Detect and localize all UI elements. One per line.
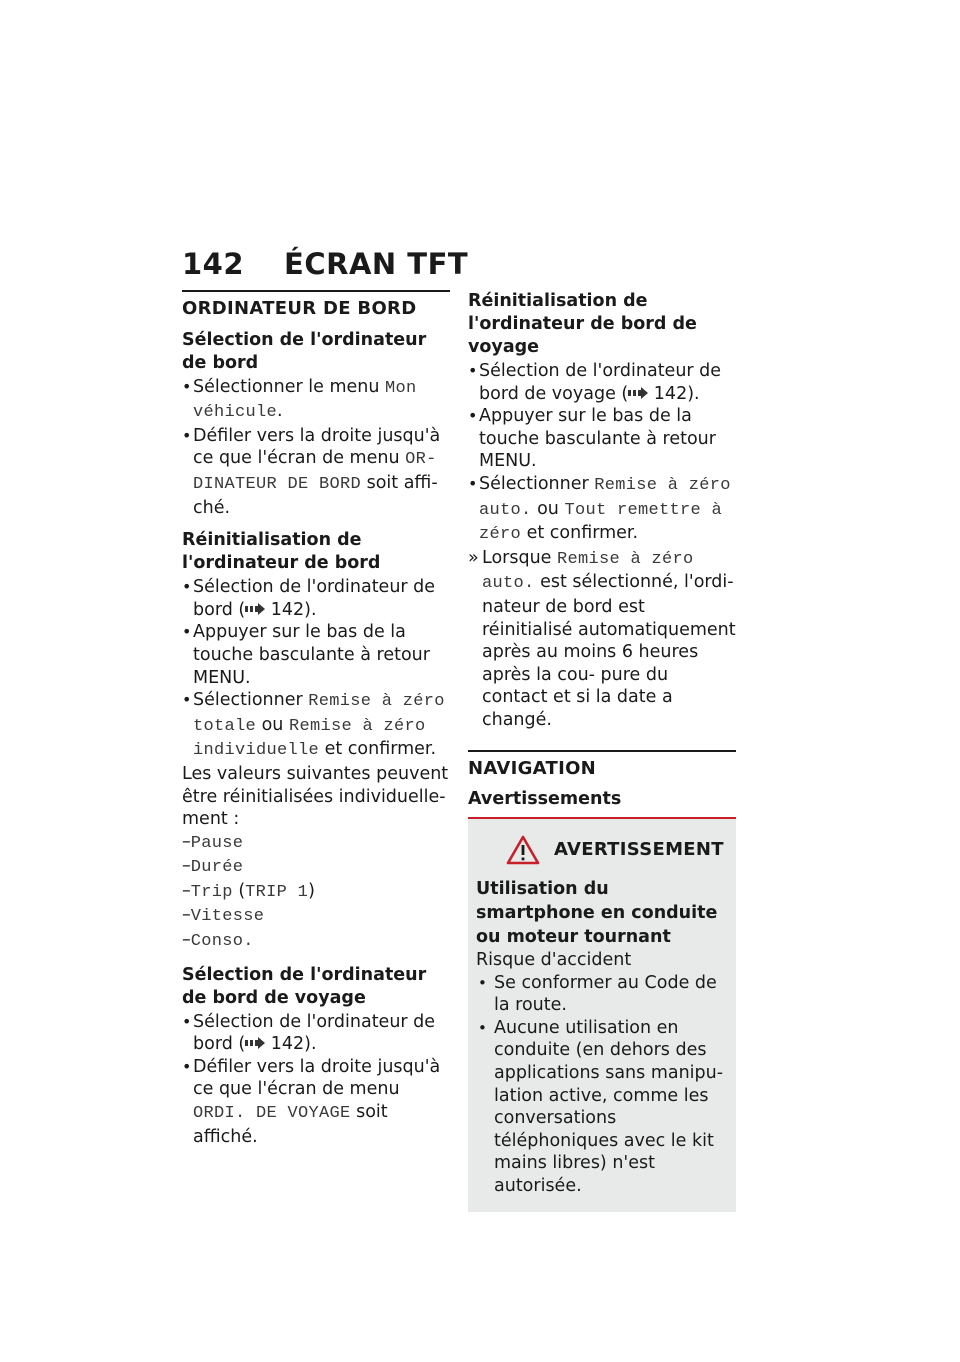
list-item: • Défiler vers la droite jusqu'à ce que l'écran de menu OR- DINATEUR DE BORD soit affi- ché. [182, 425, 450, 519]
dash-item-conso: –Conso. [182, 930, 254, 952]
dash-item-trip: –Trip (TRIP 1) [182, 880, 315, 902]
section-title-navigation: NAVIGATION [468, 750, 736, 781]
subtitle-selection-voyage: Sélection de l'ordinateur de bord de voyage [182, 964, 427, 1008]
dash-item-duree: –Durée [182, 856, 244, 878]
warning-item: • Se conformer au Code de la route. [476, 972, 728, 1017]
result-marker: » [468, 547, 479, 568]
warning-header [476, 835, 728, 865]
warning-triangle-icon [506, 835, 540, 865]
list-item: • Sélection de l'ordinateur de bord de voyage ( 142). [468, 360, 736, 405]
page-ref-arrow-icon [628, 387, 648, 399]
subtitle-reset-bord: Réinitialisation de l'ordinateur de bord [182, 530, 381, 574]
list-item: • Sélection de l'ordinateur de bord ( 142). [182, 576, 450, 621]
warning-label: AVERTISSEMENT [554, 838, 724, 860]
warning-box [468, 819, 736, 1212]
subtitle-reset-voyage: Réinitialisation de l'ordinateur de bord de voyage [468, 291, 697, 357]
left-column [182, 290, 450, 1148]
list-item: • Appuyer sur le bas de la touche basculante à retour MENU. [182, 621, 450, 689]
subtitle-avertissements: Avertissements [468, 789, 622, 810]
list-item: • Sélection de l'ordinateur de bord ( 142). [182, 1011, 450, 1056]
list-item: • Sélectionner Remise à zéro auto. ou Tout remettre à zéro et confirmer. [468, 473, 736, 547]
warning-item: • Aucune utilisation en conduite (en dehors des applications sans manipu- lation active, comme les conversations téléphoniques avec le kit mains libres) n'est autorisée. [476, 1017, 728, 1198]
warning-title: Utilisation du smartphone en conduite ou moteur tournant [476, 879, 718, 948]
subtitle-selection-bord: Sélection de l'ordinateur de bord [182, 329, 427, 373]
warning-risk: Risque d'accident [476, 950, 632, 971]
page-ref-arrow-icon [245, 1037, 265, 1049]
dash-item-pause: –Pause [182, 831, 244, 853]
paragraph-values: Les valeurs suivantes peuvent être réinitialisées individuelle- ment : [182, 763, 449, 830]
right-column [468, 290, 736, 1212]
list-item: • Défiler vers la droite jusqu'à ce que l'écran de menu ORDI. DE VOYAGE soit affiché. [182, 1056, 450, 1148]
page-title: ÉCRAN TFT [284, 247, 469, 281]
page-number: 142 [182, 247, 245, 281]
page-header [182, 246, 468, 282]
section-title-ordinateur: ORDINATEUR DE BORD [182, 290, 450, 321]
page-ref-arrow-icon [245, 603, 265, 615]
list-item: • Appuyer sur le bas de la touche basculante à retour MENU. [468, 405, 736, 473]
list-item: • Sélectionner Remise à zéro totale ou Remise à zéro individuelle et confirmer. [182, 689, 450, 763]
dash-item-vitesse: –Vitesse [182, 905, 265, 927]
result-item: » Lorsque Remise à zéro auto. est sélectionné, l'ordi- nateur de bord est réinitialisé automatiquement après au moins 6 heures après la cou- pure du contact et si la date a changé. [468, 547, 736, 730]
list-item: • Sélectionner le menu Mon véhicule. [182, 376, 450, 425]
